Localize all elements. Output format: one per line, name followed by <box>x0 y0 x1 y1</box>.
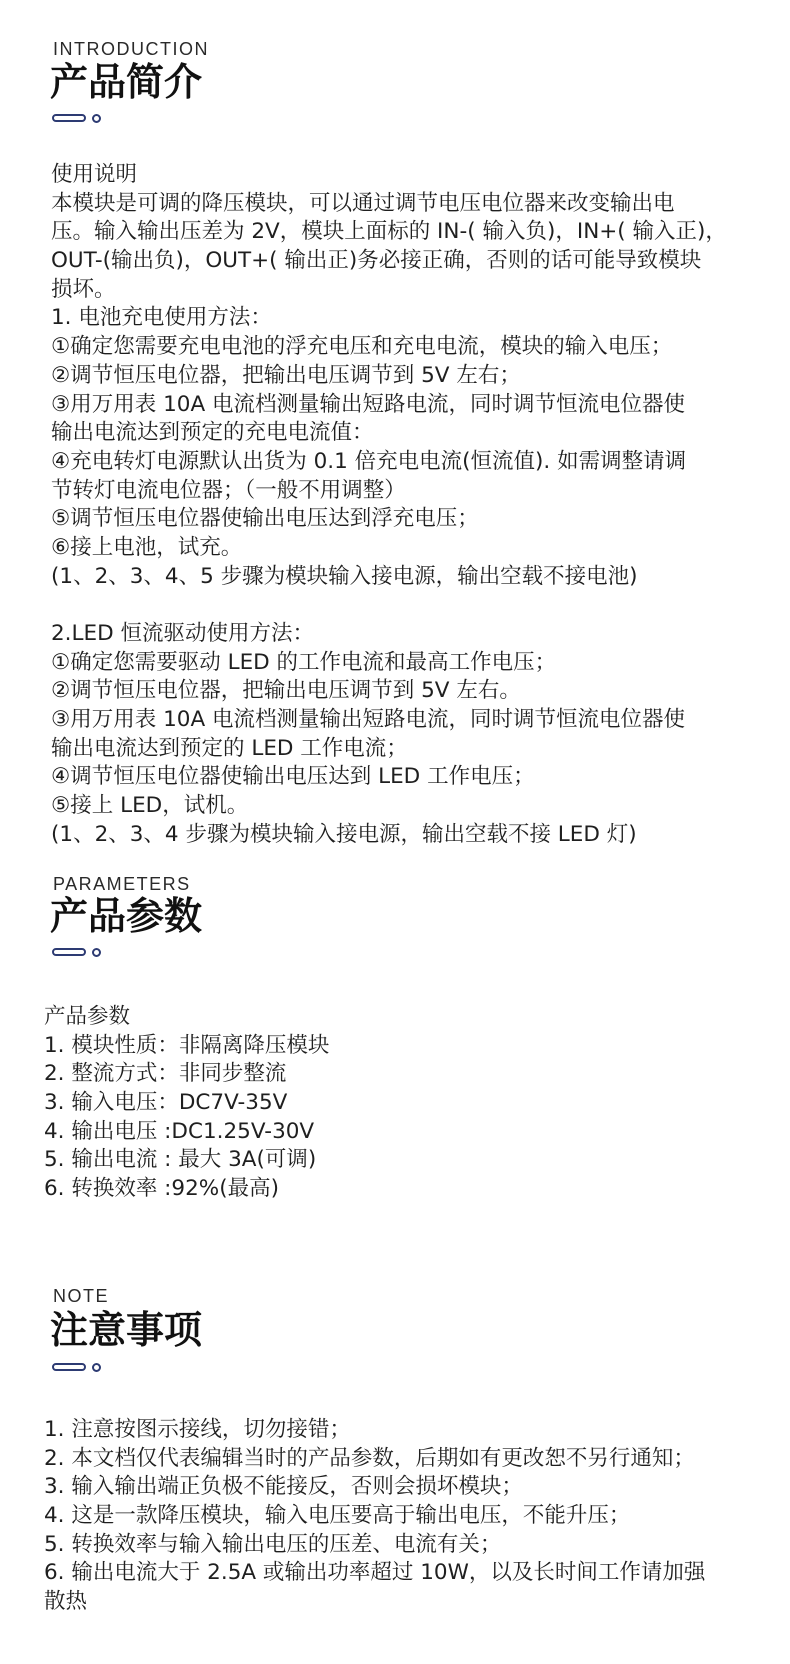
decor-pill-icon <box>52 1363 86 1371</box>
text-line: ②调节恒压电位器，把输出电压调节到 5V 左右。 <box>51 678 521 704</box>
text-line: (1、2、3、4 步骤为模块输入接电源，输出空载不接 LED 灯) <box>51 821 637 847</box>
note-title: 注意事项 <box>50 1308 203 1352</box>
decor-dot-icon <box>92 948 101 957</box>
parameters-title-decoration <box>52 947 102 957</box>
text-line: 4. 输出电压 :DC1.25V-30V <box>44 1118 315 1144</box>
text-line: 2. 本文档仅代表编辑当时的产品参数，后期如有更改恕不另行通知； <box>44 1445 695 1471</box>
intro-title-decoration <box>52 113 102 123</box>
text-line: 5. 输出电流 : 最大 3A(可调) <box>44 1147 317 1173</box>
text-line: 输出电流达到预定的 LED 工作电流； <box>51 735 408 761</box>
note-body <box>44 1416 705 1617</box>
text-line: 节转灯电流电位器；（一般不用调整） <box>51 477 406 503</box>
text-line: ①确定您需要驱动 LED 的工作电流和最高工作电压； <box>51 649 557 675</box>
text-line: 3. 输入输出端正负极不能接反，否则会损坏模块； <box>44 1474 523 1500</box>
text-line: ⑥接上电池，试充。 <box>51 534 243 560</box>
text-line: 产品参数 <box>44 1004 131 1029</box>
text-line: 2. 整流方式：非同步整流 <box>44 1061 287 1087</box>
text-line: 2.LED 恒流驱动使用方法： <box>51 621 314 646</box>
text-line: 1. 电池充电使用方法： <box>51 305 272 331</box>
parameters-body <box>44 1003 329 1204</box>
text-line: (1、2、3、4、5 步骤为模块输入接电源，输出空载不接电池) <box>51 563 638 589</box>
text-line: ④调节恒压电位器使输出电压达到 LED 工作电压； <box>51 764 535 790</box>
text-line: 散热 <box>44 1589 88 1615</box>
text-line: 3. 输入电压：DC7V-35V <box>44 1090 288 1116</box>
text-line: 6. 输出电流大于 2.5A 或输出功率超过 10W，以及长时间工作请加强 <box>44 1560 706 1586</box>
text-line: 本模块是可调的降压模块，可以通过调节电压电位器来改变输出电 <box>51 190 675 216</box>
text-line: 1. 模块性质：非隔离降压模块 <box>44 1032 330 1058</box>
decor-dot-icon <box>92 1363 101 1372</box>
text-line: ⑤调节恒压电位器使输出电压达到浮充电压； <box>51 506 479 532</box>
decor-dot-icon <box>92 114 101 123</box>
text-line: OUT-(输出负)，OUT+( 输出正)务必接正确，否则的话可能导致模块 <box>51 248 702 274</box>
decor-pill-icon <box>52 948 86 956</box>
text-line: 6. 转换效率 :92%(最高) <box>44 1176 279 1202</box>
text-line: ⑤接上 LED，试机。 <box>51 793 249 819</box>
note-title-decoration <box>52 1362 102 1372</box>
text-line: ③用万用表 10A 电流档测量输出短路电流，同时调节恒流电位器使 <box>51 707 686 733</box>
text-line: ①确定您需要充电电池的浮充电压和充电电流，模块的输入电压； <box>51 334 673 360</box>
note-eyebrow: NOTE <box>53 1286 110 1306</box>
paragraph-gap <box>51 591 727 620</box>
text-line: 损坏。 <box>51 276 116 302</box>
intro-body <box>51 161 727 850</box>
text-line: ④充电转灯电源默认出货为 0.1 倍充电电流(恒流值). 如需调整请调 <box>51 448 687 474</box>
text-line: ③用万用表 10A 电流档测量输出短路电流，同时调节恒流电位器使 <box>51 391 686 417</box>
text-line: 压。输入输出压差为 2V，模块上面标的 IN-( 输入负)，IN+( 输入正)， <box>51 219 727 245</box>
parameters-title: 产品参数 <box>50 894 203 938</box>
text-line: 输出电流达到预定的充电电流值： <box>51 420 374 446</box>
parameters-eyebrow: PARAMETERS <box>53 874 191 894</box>
intro-eyebrow: INTRODUCTION <box>53 39 209 59</box>
text-line: 1. 注意按图示接线，切勿接错； <box>44 1417 351 1442</box>
text-line: 4. 这是一款降压模块，输入电压要高于输出电压，不能升压； <box>44 1503 631 1529</box>
intro-title: 产品简介 <box>50 60 203 104</box>
text-line: ②调节恒压电位器，把输出电压调节到 5V 左右； <box>51 362 521 388</box>
text-line: 使用说明 <box>51 162 138 187</box>
text-line: 5. 转换效率与输入输出电压的压差、电流有关； <box>44 1531 502 1557</box>
decor-pill-icon <box>52 114 86 122</box>
